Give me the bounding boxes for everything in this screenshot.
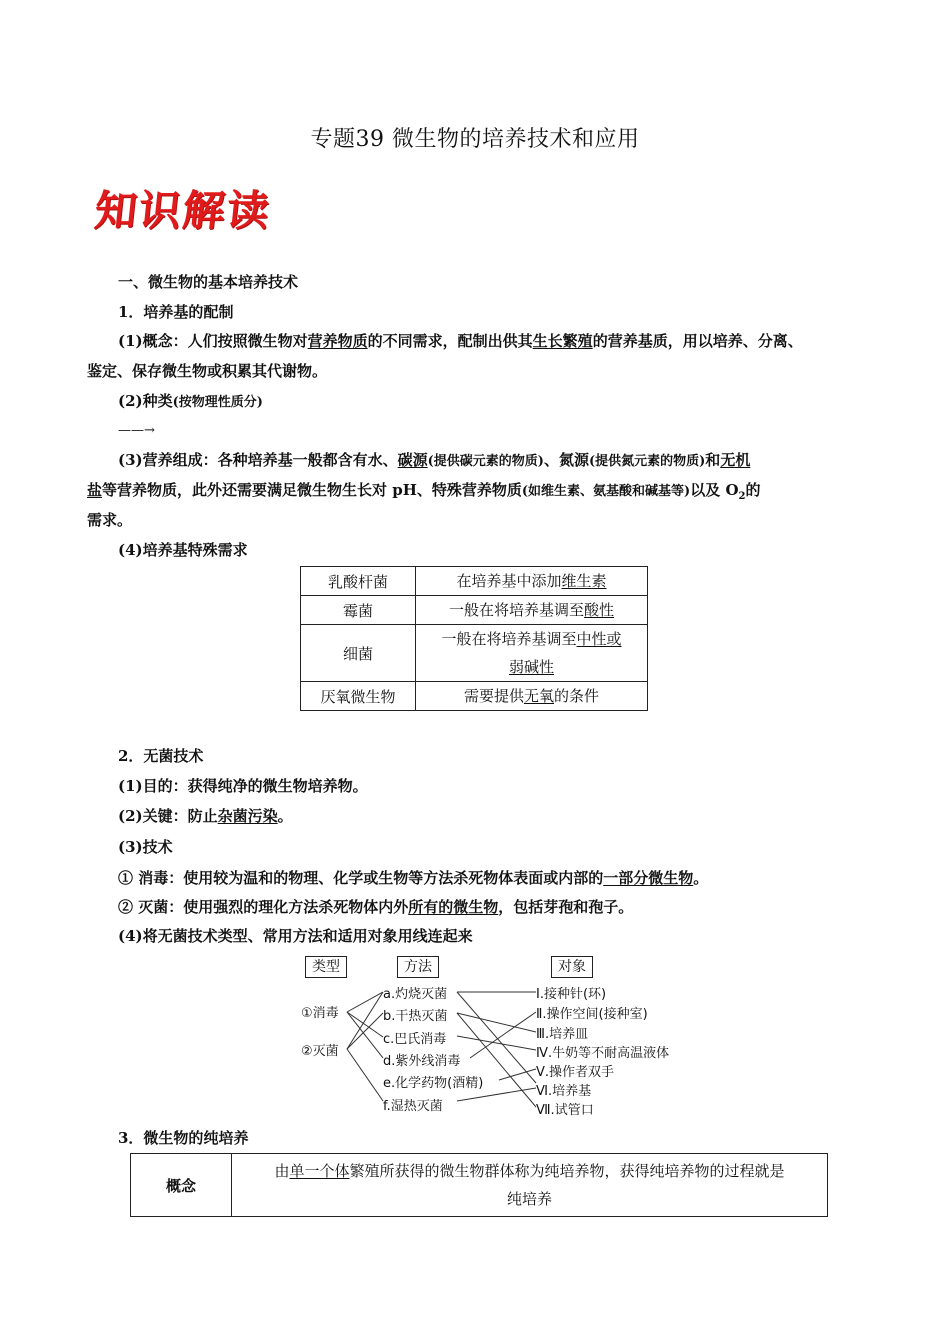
method-label: e.化学药物(酒精) <box>383 1076 484 1091</box>
text: 的不同需求，配制出供其 <box>367 332 533 350</box>
text: ① 消毒：使用较为温和的物理、化学或生物等方法杀死物体表面或内部的 <box>118 869 604 887</box>
connector-line <box>457 992 536 1083</box>
table-row <box>301 596 648 625</box>
text: 等营养物质，此外还需要满足微生物生长对 pH、特殊营养物质 <box>102 481 522 499</box>
text: ② 灭菌：使用强烈的理化方法杀死物体内外 <box>118 898 409 916</box>
connector-line <box>457 1013 536 1032</box>
text: 在培养基中添加 <box>456 572 562 590</box>
blank-answer: 酸性 <box>584 601 615 619</box>
table-cell: 概念 <box>131 1154 232 1217</box>
blank-answer: 一部分微生物 <box>603 869 694 887</box>
table-cell <box>416 625 648 682</box>
text: 和 <box>705 451 721 469</box>
text: 、氮源 <box>543 451 589 469</box>
blank-answer: 营养物质 <box>307 332 368 350</box>
table-row <box>301 682 648 711</box>
blank-answer: 盐 <box>87 481 103 499</box>
text: (提供碳元素的物质) <box>427 454 544 469</box>
table-cell <box>416 567 648 596</box>
table-cell: 乳酸杆菌 <box>301 567 416 596</box>
paragraph-purpose: (1)目的：获得纯净的微生物培养物。 <box>118 777 368 795</box>
target-label: Ⅳ.牛奶等不耐高温液体 <box>536 1046 670 1061</box>
section-heading: 一、微生物的基本培养技术 <box>118 273 299 291</box>
table-cell: 霉菌 <box>301 596 416 625</box>
text: 由 <box>274 1162 290 1180</box>
method-label: d.紫外线消毒 <box>383 1054 461 1069</box>
section-banner: 知识解读 <box>92 186 274 235</box>
paragraph-matching: (4)将无菌技术类型、常用方法和适用对象用线连起来 <box>118 927 473 945</box>
table-row <box>131 1154 828 1217</box>
method-label: f.湿热灭菌 <box>383 1099 443 1114</box>
paragraph-technique: (3)技术 <box>118 838 173 856</box>
text: (2)关键：防止 <box>118 807 218 825</box>
text: 的 <box>745 481 761 499</box>
text: ，包括芽孢和孢子。 <box>498 898 634 916</box>
pure-culture-table <box>130 1153 828 1217</box>
paragraph-nutrition-end: 需求。 <box>87 511 133 529</box>
paragraph-nutrition <box>118 450 750 472</box>
connection-lines <box>295 952 695 1122</box>
paragraph-disinfection <box>118 868 708 888</box>
blank-answer: 无氧 <box>523 687 554 705</box>
target-label: Ⅵ.培养基 <box>536 1084 592 1099</box>
arrow-line: ——→ <box>118 423 155 438</box>
table-cell <box>416 596 648 625</box>
text: 纯培养 <box>506 1190 552 1208</box>
table-cell <box>416 682 648 711</box>
blank-answer: 中性或 <box>576 630 622 648</box>
paragraph-concept <box>118 331 803 351</box>
paragraph-sterilization <box>118 897 633 917</box>
target-label: Ⅱ.操作空间(接种室) <box>536 1007 648 1022</box>
blank-answer: 单一个体 <box>289 1162 350 1180</box>
method-label: c.巴氏消毒 <box>383 1032 447 1047</box>
header-method: 方法 <box>397 956 439 978</box>
text: 。 <box>693 869 709 887</box>
method-label: a.灼烧灭菌 <box>383 987 448 1002</box>
connector-line <box>347 992 383 1049</box>
text: (2)种类 <box>118 392 173 410</box>
paragraph-nutrition-cont <box>87 480 761 507</box>
table-row <box>301 625 648 682</box>
blank-answer: 碳源 <box>397 451 428 469</box>
text: 的营养基质，用以培养、分离、 <box>592 332 803 350</box>
text: 一般在将培养基调至 <box>441 630 577 648</box>
header-type: 类型 <box>305 956 347 978</box>
blank-answer: 所有的微生物 <box>408 898 499 916</box>
type-label: ①消毒 <box>301 1006 339 1021</box>
subheading-medium: 1．培养基的配制 <box>118 303 234 321</box>
connector-line <box>457 1013 536 1107</box>
matching-diagram <box>295 952 695 1122</box>
paragraph-concept-cont: 鉴定、保存微生物或积累其代谢物。 <box>87 362 328 380</box>
blank-answer: 维生素 <box>561 572 607 590</box>
connector-line <box>347 992 383 1012</box>
text: 以及 O <box>690 481 739 499</box>
target-label: Ⅲ.培养皿 <box>536 1027 589 1042</box>
connector-line <box>347 1049 383 1101</box>
connector-line <box>499 1069 536 1080</box>
text: (1)概念：人们按照微生物对 <box>118 332 308 350</box>
paragraph-types <box>118 391 263 413</box>
paragraph-special-needs: (4)培养基特殊需求 <box>118 541 248 559</box>
blank-answer: 弱碱性 <box>508 658 554 676</box>
table-cell <box>232 1154 828 1217</box>
blank-answer: 生长繁殖 <box>532 332 593 350</box>
table-row <box>301 567 648 596</box>
target-label: Ⅶ.试管口 <box>536 1103 594 1118</box>
text: 一般在将培养基调至 <box>448 601 584 619</box>
target-label: Ⅴ.操作者双手 <box>536 1065 615 1080</box>
text: 的条件 <box>554 687 600 705</box>
subscript: 2 <box>738 491 746 502</box>
table-cell: 厌氧微生物 <box>301 682 416 711</box>
subheading-pure-culture: 3．微生物的纯培养 <box>118 1129 249 1147</box>
text: 繁殖所获得的微生物群体称为纯培养物，获得纯培养物的过程就是 <box>349 1162 785 1180</box>
text: (按物理性质分) <box>172 395 263 410</box>
text: (提供氮元素的物质) <box>588 454 706 469</box>
text: 需要提供 <box>463 687 524 705</box>
text: 。 <box>277 807 293 825</box>
method-label: b.干热灭菌 <box>383 1009 448 1024</box>
text: (如维生素、氨基酸和碱基等) <box>521 484 691 499</box>
target-label: Ⅰ.接种针(环) <box>536 987 607 1002</box>
table-cell: 细菌 <box>301 625 416 682</box>
blank-answer: 无机 <box>720 451 751 469</box>
page-title: 专题39 微生物的培养技术和应用 <box>310 127 640 152</box>
paragraph-key <box>118 806 293 826</box>
blank-answer: 杂菌污染 <box>217 807 278 825</box>
text: (3)营养组成：各种培养基一般都含有水、 <box>118 451 398 469</box>
type-label: ②灭菌 <box>301 1044 339 1059</box>
special-needs-table <box>300 566 648 711</box>
header-target: 对象 <box>551 956 593 978</box>
connector-line <box>347 1012 383 1037</box>
subheading-aseptic: 2．无菌技术 <box>118 747 204 765</box>
